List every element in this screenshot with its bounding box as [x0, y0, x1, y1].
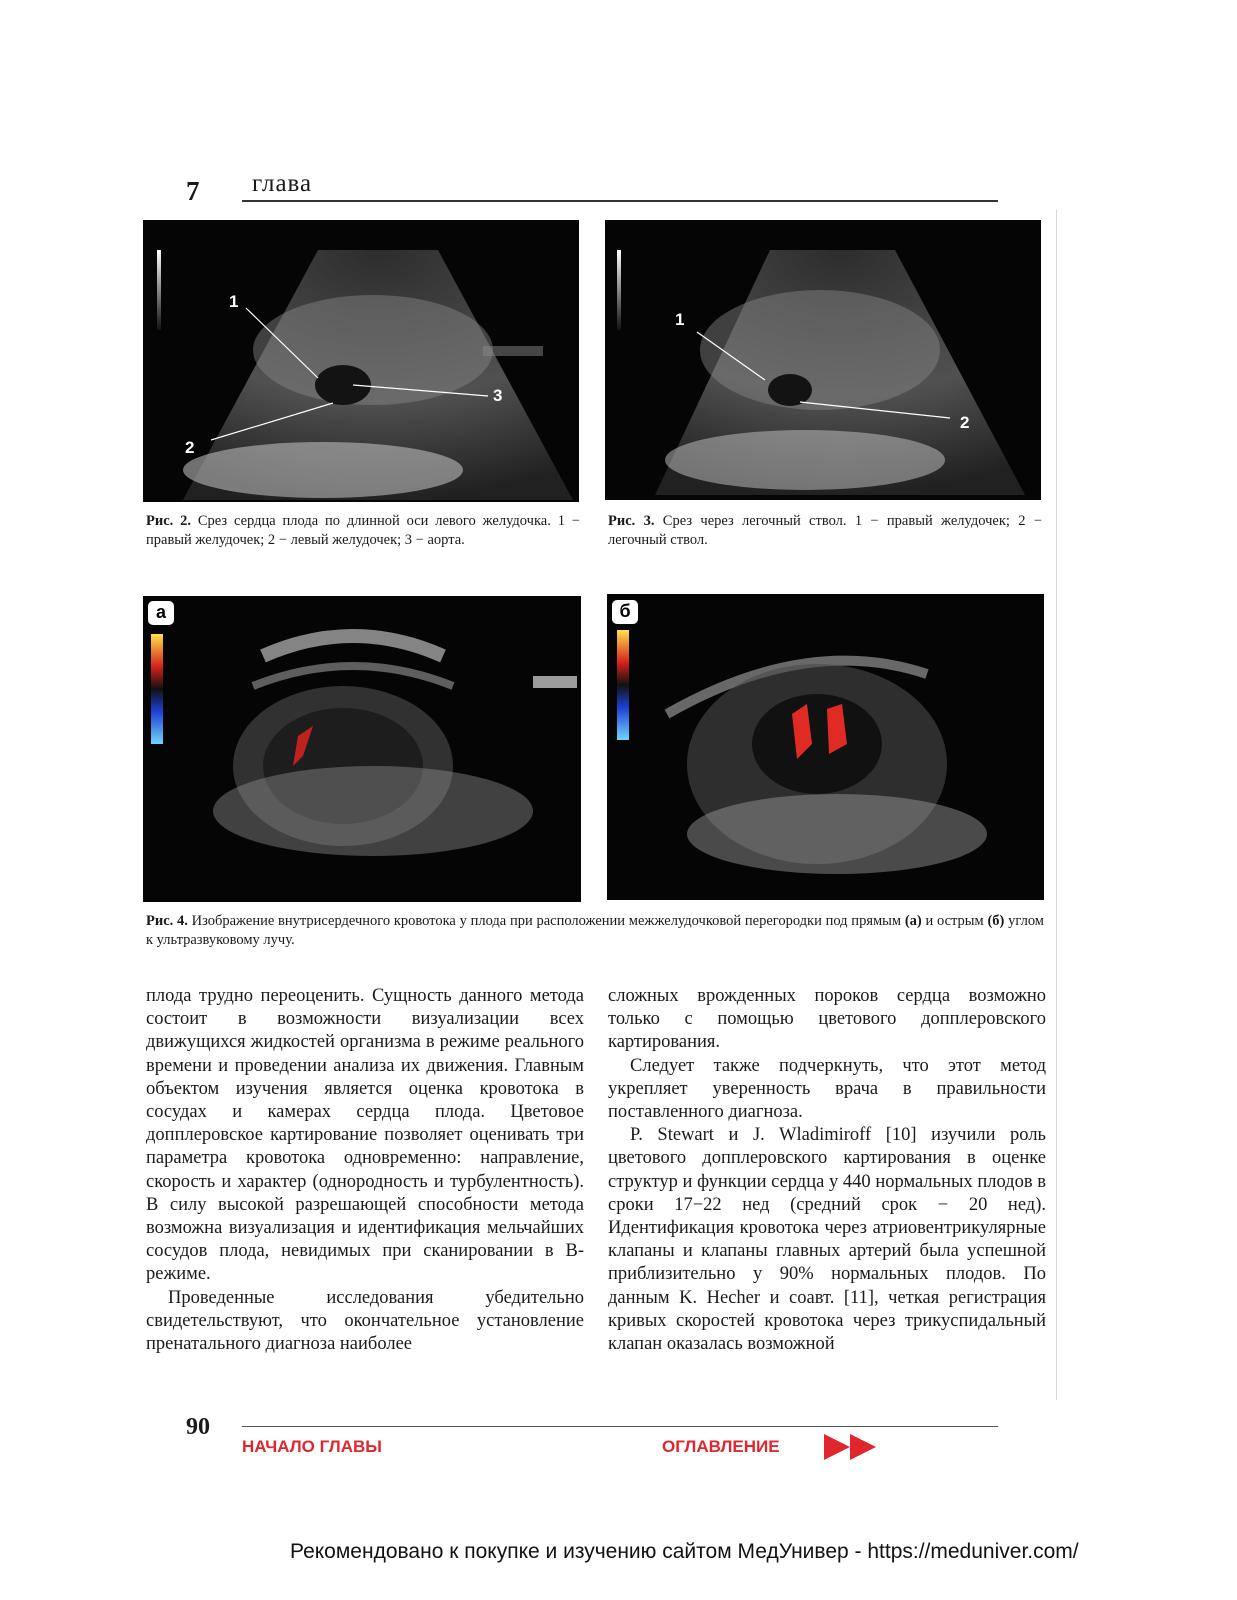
figure-4-caption-b: (б): [987, 913, 1005, 929]
footer-divider: [242, 1426, 998, 1427]
figure-4b-panel-badge: [612, 600, 638, 624]
page-number: 90: [186, 1414, 210, 1440]
page-edge-line: [1056, 210, 1057, 1400]
body-left-column: [146, 985, 584, 1356]
body-left-paragraph-1: плода трудно переоценить. Сущность данного метода состоит в возможности визуализации всех движущихся жидкостей организма в режиме реального времени и проведении анализа их движения. Главным объектом изучения является оценка кровотока в сосудах и камерах сердца плода. Цветовое допплеровское картирование позволяет оценивать три параметра кровотока одновременно: направление, скорость и характер (однородность и турбулентность). В силу высокой разрешающей способности метода возможна визуализация и идентификация мельчайших сосудов плода, невидимых при сканировании в В-режиме.: [146, 986, 584, 1285]
figure-3-caption-text: Срез через легочный ствол. 1 − правый желудочек; 2 − легочный ствол.: [608, 513, 1042, 548]
recommendation-banner: Рекомендовано к покупке и изучению сайтом МедУнивер - https://meduniver.com/: [290, 1540, 1079, 1563]
figure-2-caption-text: Срез сердца плода по длинной оси левого желудочка. 1 − правый желудочек; 2 − левый желудочек; 3 − аорта.: [146, 513, 580, 548]
figure-4-caption-text-3: углом к ультразвуковому лучу.: [146, 913, 1044, 948]
figure-4a-panel-badge: [148, 601, 174, 625]
chapter-number: 7: [186, 176, 200, 206]
figure-4-caption-text-2: и острым: [921, 913, 988, 929]
next-arrow-icon[interactable]: [824, 1434, 878, 1460]
figure-4a-panel-letter: а: [155, 602, 166, 622]
figure-3-caption: [608, 512, 1042, 550]
figure-2-label-1: 1: [229, 292, 239, 311]
body-right-paragraph-2: Следует также подчеркнуть, что этот метод укрепляет уверенность врача в правильности поставленного диагноза.: [608, 1055, 1046, 1123]
body-right-paragraph-1: сложных врожденных пороков сердца возможно только с помощью цветового допплеровского картирования.: [608, 986, 1046, 1053]
figure-3-label-2: 2: [960, 413, 970, 432]
figure-4-caption-label: Рис. 4.: [146, 913, 188, 929]
figure-2-label-2: 2: [185, 438, 195, 457]
figure-4-caption: [146, 912, 1044, 950]
figure-4-caption-a: (а): [904, 913, 922, 929]
figure-2-caption: [146, 512, 580, 550]
figure-4b-panel-letter: б: [619, 601, 631, 621]
figure-3-caption-label: Рис. 3.: [608, 513, 655, 529]
header-divider: [242, 200, 998, 202]
body-right-paragraph-3: P. Stewart и J. Wladimiroff [10] изучили роль цветового допплеровского картирования в оценке структур и функции сердца у 440 нормальных плодов в сроки 17−22 нед (средний срок − 20 нед). Идентификация кровотока через атриовентрикулярные клапаны и клапаны главных артерий была успешной приблизительно у 90% нормальных плодов. По данным K. Hecher и соавт. [11], четкая регистрация кривых скоростей кровотока через трикуспидальный клапан оказалась возможной: [608, 1125, 1046, 1355]
figure-2-ultrasound-image: [143, 220, 579, 502]
chapter-start-link[interactable]: НАЧАЛО ГЛАВЫ: [242, 1437, 382, 1456]
contents-link[interactable]: ОГЛАВЛЕНИЕ: [662, 1437, 780, 1456]
figure-3-label-1: 1: [675, 310, 685, 329]
figure-4b-doppler-image: [607, 594, 1044, 900]
figure-2-label-3: 3: [493, 386, 503, 405]
chapter-title: глава: [252, 170, 313, 197]
figure-4-caption-text-1: Изображение внутрисердечного кровотока у плода при расположении межжелудочковой перегородки под прямым: [187, 913, 905, 929]
figure-3-ultrasound-image: [605, 220, 1041, 500]
body-right-column: [608, 985, 1046, 1356]
figure-4a-doppler-image: [143, 596, 581, 902]
figure-2-caption-label: Рис. 2.: [146, 513, 191, 529]
body-left-paragraph-2: Проведенные исследования убедительно свидетельствуют, что окончательное установление пренатального диагноза наиболее: [146, 1287, 584, 1355]
